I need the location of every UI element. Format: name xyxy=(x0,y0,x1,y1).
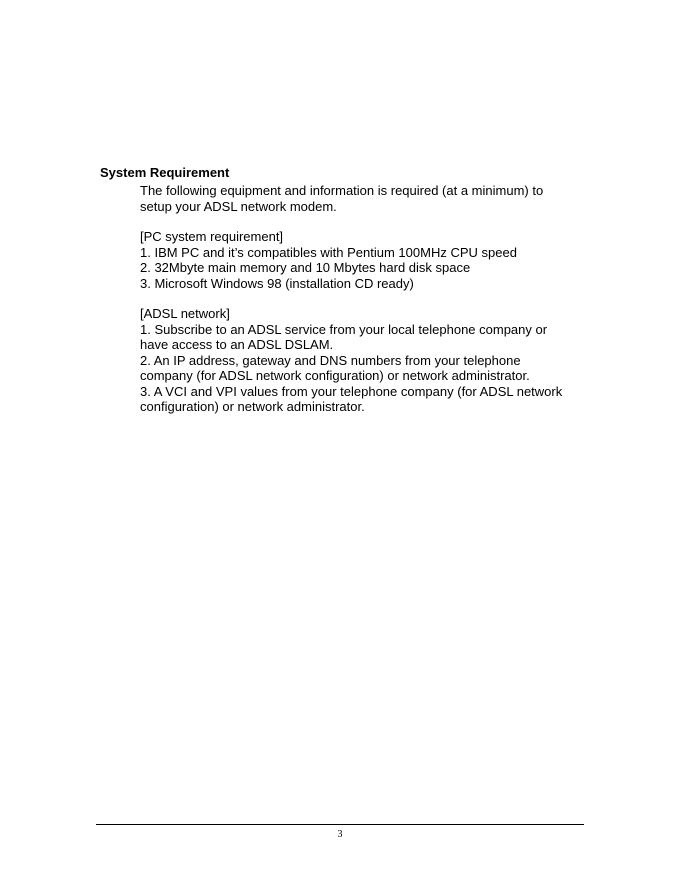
pc-requirement-block xyxy=(140,229,600,291)
adsl-network-line: have access to an ADSL DSLAM. xyxy=(140,337,334,352)
pc-requirement-item: 1. IBM PC and it’s compatibles with Pentium 100MHz CPU speed xyxy=(140,244,517,260)
adsl-network-header: [ADSL network] xyxy=(140,306,230,321)
adsl-network-line: company (for ADSL network configuration) or network administrator. xyxy=(140,368,530,383)
pc-requirement-header: [PC system requirement] xyxy=(140,229,284,244)
adsl-network-line: 2. An IP address, gateway and DNS numbers from your telephone xyxy=(140,352,521,368)
intro-line: The following equipment and information is required (at a minimum) to xyxy=(140,183,544,198)
adsl-network-line: 3. A VCI and VPI values from your telephone company (for ADSL network xyxy=(140,383,563,399)
adsl-network-block xyxy=(140,306,600,415)
page-number: 3 xyxy=(337,829,343,840)
adsl-network-line: 1. Subscribe to an ADSL service from your local telephone company or xyxy=(140,321,548,337)
intro-line: setup your ADSL network modem. xyxy=(140,198,337,214)
pc-requirement-item: 3. Microsoft Windows 98 (installation CD ready) xyxy=(140,275,414,291)
adsl-network-line: configuration) or network administrator. xyxy=(140,399,365,414)
footer-divider xyxy=(96,824,584,825)
pc-requirement-item: 2. 32Mbyte main memory and 10 Mbytes hard disk space xyxy=(140,260,471,275)
section-heading: System Requirement xyxy=(100,165,230,180)
intro-paragraph xyxy=(140,183,600,214)
